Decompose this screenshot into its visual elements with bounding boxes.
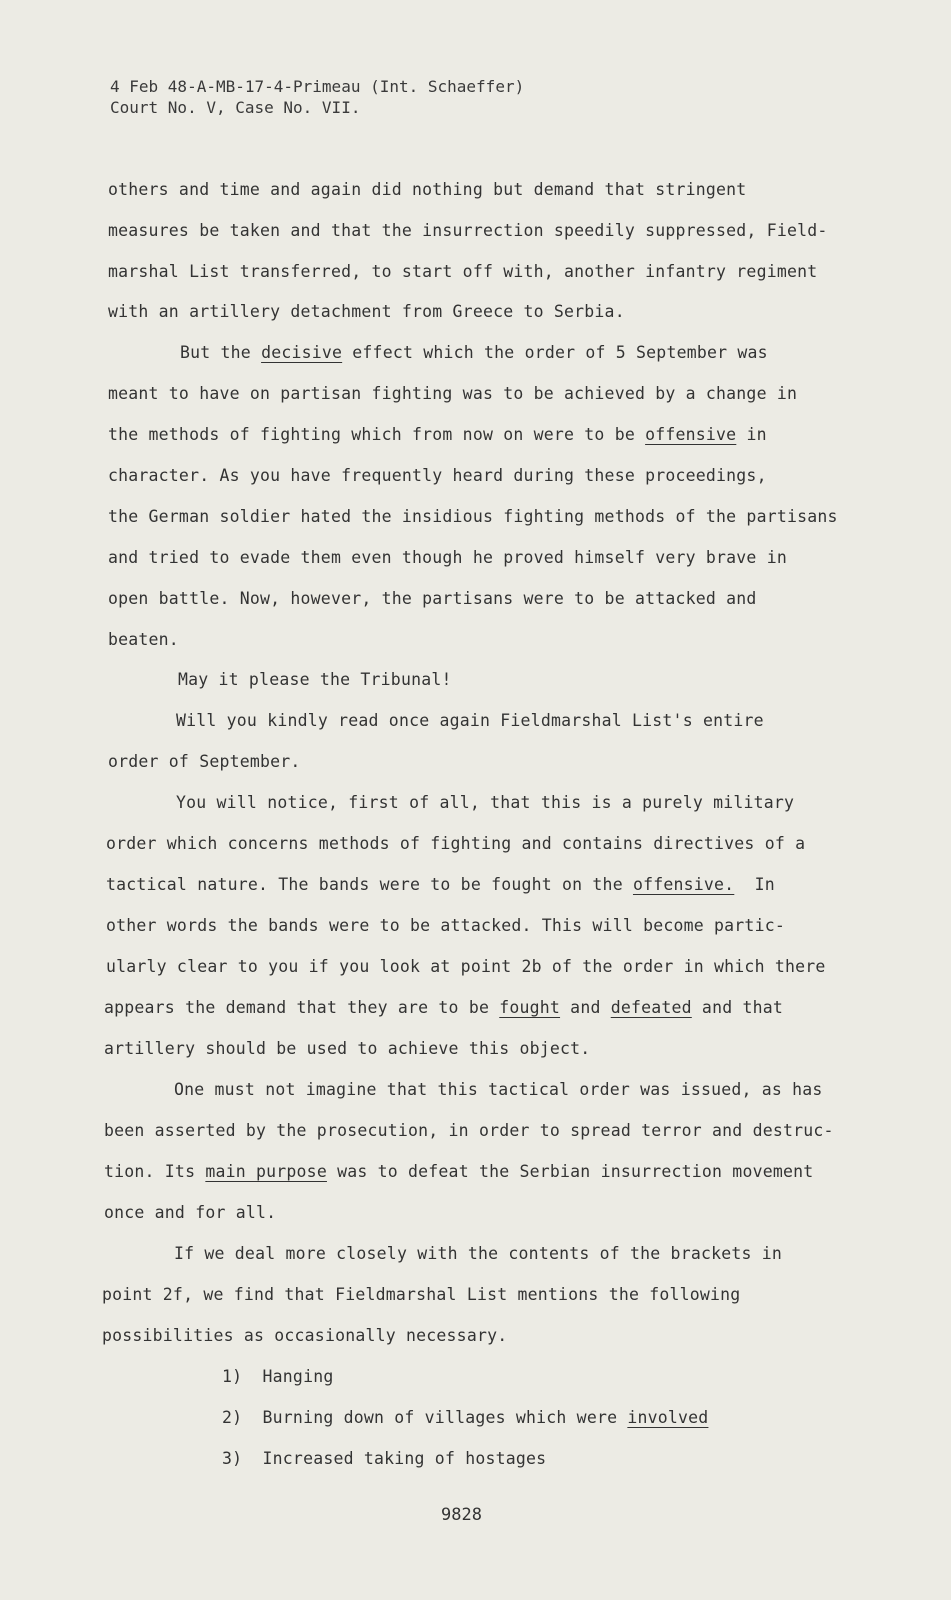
text-line: and tried to evade them even though he proved himself very brave in xyxy=(108,548,787,567)
page-number: 9828 xyxy=(441,1505,482,1525)
text-line: One must not imagine that this tactical order was issued, as has xyxy=(174,1080,823,1099)
text-line: But the decisive effect which the order of 5 September was xyxy=(180,343,768,362)
header-reference: 4 Feb 48-A-MB-17-4-Primeau (Int. Schaeffer) xyxy=(110,77,525,96)
text-line: order of September. xyxy=(108,752,301,771)
list-item: 3) Increased taking of hostages xyxy=(222,1449,547,1468)
header-court: Court No. V, Case No. VII. xyxy=(110,98,361,117)
text-line: tactical nature. The bands were to be fought on the offensive. In xyxy=(106,875,775,894)
text-line: Will you kindly read once again Fieldmarshal List's entire xyxy=(176,711,764,730)
text-line: ularly clear to you if you look at point 2b of the order in which there xyxy=(106,957,826,976)
underlined-word: decisive xyxy=(261,343,343,362)
text-line: the methods of fighting which from now on were to be offensive in xyxy=(108,425,767,444)
text-line: character. As you have frequently heard during these proceedings, xyxy=(108,466,767,485)
text-line: meant to have on partisan fighting was to be achieved by a change in xyxy=(108,384,798,403)
document-header xyxy=(110,76,524,118)
list-item: 2) Burning down of villages which were involved xyxy=(222,1408,709,1427)
text-line: May it please the Tribunal! xyxy=(178,670,452,689)
text-line: possibilities as occasionally necessary. xyxy=(102,1326,508,1345)
text-line: appears the demand that they are to be fought and defeated and that xyxy=(104,998,784,1017)
underlined-word: main purpose xyxy=(205,1162,327,1181)
underlined-word: involved xyxy=(627,1408,709,1427)
text-line: with an artillery detachment from Greece to Serbia. xyxy=(108,302,625,321)
text-line: been asserted by the prosecution, in order to spread terror and destruc- xyxy=(104,1121,834,1140)
text-line: beaten. xyxy=(108,630,179,649)
text-line: once and for all. xyxy=(104,1203,277,1222)
text-line: measures be taken and that the insurrection speedily suppressed, Field- xyxy=(108,221,828,240)
text-line: open battle. Now, however, the partisans were to be attacked and xyxy=(108,589,757,608)
text-line: If we deal more closely with the contents of the brackets in xyxy=(174,1244,783,1263)
underlined-word: offensive xyxy=(645,425,737,444)
text-line: point 2f, we find that Fieldmarshal List mentions the following xyxy=(102,1285,741,1304)
text-line: You will notice, first of all, that this is a purely military xyxy=(176,793,795,812)
underlined-word: fought xyxy=(499,998,561,1017)
text-line: other words the bands were to be attacked. This will become partic- xyxy=(106,916,785,935)
text-line: artillery should be used to achieve this object. xyxy=(104,1039,591,1058)
text-line: marshal List transferred, to start off with, another infantry regiment xyxy=(108,262,818,281)
text-line: tion. Its main purpose was to defeat the Serbian insurrection movement xyxy=(104,1162,814,1181)
text-line: order which concerns methods of fighting and contains directives of a xyxy=(106,834,806,853)
underlined-word: defeated xyxy=(610,998,692,1017)
text-line: others and time and again did nothing but demand that stringent xyxy=(108,180,747,199)
text-line: the German soldier hated the insidious fighting methods of the partisans xyxy=(108,507,838,526)
underlined-word: offensive. xyxy=(632,875,735,894)
list-item: 1) Hanging xyxy=(222,1367,334,1386)
